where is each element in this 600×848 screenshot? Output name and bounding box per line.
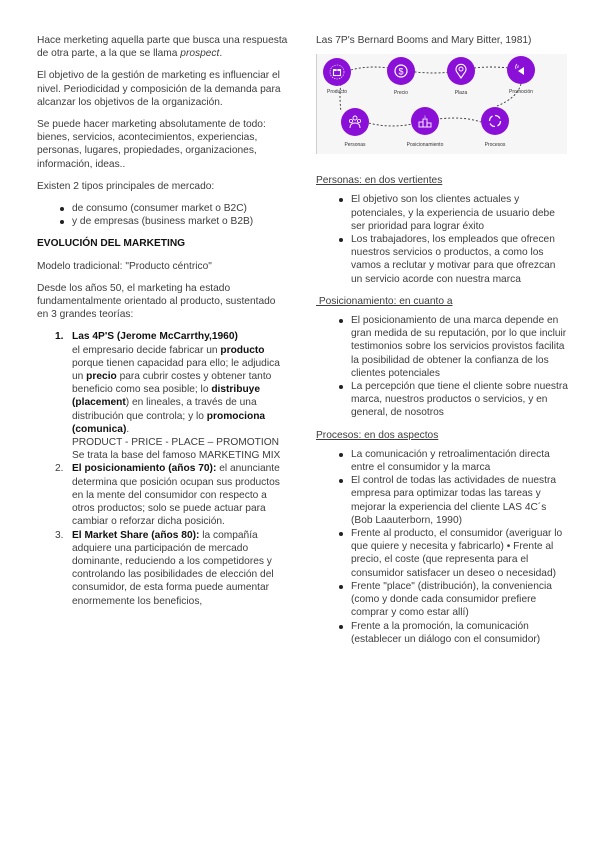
node-label: Producto bbox=[326, 89, 347, 96]
intro-paragraph-2: El objetivo de la gestión de marketing es influenciar el nivel. Periodicidad y composición de la demanda para alcanzar los objetivos de la organización. bbox=[37, 70, 281, 108]
cycle-arrows-icon bbox=[481, 107, 509, 135]
prospect-term: prospect bbox=[180, 48, 220, 60]
section-posicionamiento bbox=[316, 295, 568, 420]
theory-title: Las 4P'S (Jerome McCarrthy,1960) bbox=[72, 331, 238, 343]
list-item: Frente al producto, el consumidor (averiguar lo que quiere y necesita y fabricarlo) • Frente al precio, el coste (que representa para el consumidor satisfacer un deseo o necesidad) bbox=[316, 527, 568, 580]
left-column bbox=[37, 34, 289, 608]
market-types-intro: Existen 2 tipos principales de mercado: bbox=[37, 180, 215, 192]
list-item: de consumo (consumer market o B2C) bbox=[37, 202, 289, 215]
section-procesos bbox=[316, 429, 568, 646]
market-types-list bbox=[37, 202, 289, 228]
posicionamiento-list bbox=[316, 314, 568, 420]
section-title: Procesos: en dos aspectos bbox=[316, 429, 439, 441]
list-item: El objetivo son los clientes actuales y potenciales, y la experiencia de usuario debe ser prioridad para lograr éxito bbox=[316, 193, 568, 233]
model-text: Modelo tradicional: "Producto céntrico" bbox=[37, 260, 212, 272]
intro-paragraph-3: Se puede hacer marketing absolutamente de todo: bienes, servicios, acontecimientos, experiencias, personas, lugares, propiedades, organizaciones, información, ideas.. bbox=[37, 119, 266, 170]
item-number: 1. bbox=[55, 331, 64, 343]
gift-icon bbox=[323, 58, 351, 86]
theory-title: El posicionamiento (años 70): bbox=[72, 463, 217, 475]
section-heading: EVOLUCIÓN DEL MARKETING bbox=[37, 238, 186, 250]
theory-item: 3. El Market Share (años 80): la compañía adquiere una participación de mercado dominante, reduciendo a los competidores y controlando las posibilidades de elección del consumidor, de esta forma puede aumentar enormemente los beneficios, bbox=[55, 529, 274, 607]
theory-item: 2. El posicionamiento (años 70): el anunciante determina que posición ocupan sus productos en la mente del consumidor con respecto a otros productos; solo se puede actuar para cambiar o reforzar dicha posición. bbox=[55, 463, 280, 528]
svg-text:1: 1 bbox=[423, 114, 427, 120]
right-column bbox=[316, 34, 568, 655]
list-item: Los trabajadores, los empleados que ofrecen nuestros servicios o productos, a como los vamos a reclutar y motivar para que ofrezcan un servicio acorde con nuestra marca bbox=[316, 233, 568, 286]
item-number: 3. bbox=[55, 529, 64, 541]
list-item: La comunicación y retroalimentación directa entre el consumidor y la marca bbox=[316, 448, 568, 474]
intro-paragraph-1: Hace merketing aquella parte que busca una respuesta de otra parte, a la que se llama prospect. bbox=[37, 35, 288, 60]
seven-ps-diagram bbox=[316, 54, 567, 154]
item-number: 2. bbox=[55, 463, 64, 475]
section-title: Posicionamiento: en cuanto a bbox=[316, 295, 453, 307]
procesos-list bbox=[316, 448, 568, 646]
section-title: Personas: en dos vertientes bbox=[316, 175, 443, 187]
list-item: El posicionamiento de una marca depende en gran medida de su reputación, por lo que incluir testimonios sobre los servicios provistos facilita la posibilidad de obtener la confianza de los clientes potenciales bbox=[316, 314, 568, 380]
section-personas bbox=[316, 174, 568, 286]
node-label: Posicionamiento bbox=[406, 142, 444, 149]
list-item: Frente a la promoción, la comunicación (establecer un diálogo con el consumidor) bbox=[316, 620, 568, 646]
theories-list bbox=[37, 330, 289, 607]
megaphone-icon bbox=[507, 56, 535, 84]
node-label: Precio bbox=[393, 90, 409, 97]
list-item: El control de todas las actividades de nuestra empresa para optimizar todas las tareas y mejorar la experiencia del cliente LAS 4C´s (Bob Laauterborn, 1990) bbox=[316, 474, 568, 527]
podium-icon bbox=[411, 107, 439, 135]
personas-list bbox=[316, 193, 568, 285]
list-item: y de empresas (business market o B2B) bbox=[37, 215, 289, 228]
theory-item: 1. Las 4P'S (Jerome McCarrthy,1960) el empresario decide fabricar un producto porque tienen capacidad para ello; le adjudica un precio para cubrir costes y obtener tanto beneficio como sea posible; lo distribuye (placement) en lineales, a través de una distribución que controla; y lo promociona (comunica). PRODUCT - PRICE - PLACE – PROMOTION Se trata la base del famoso MARKETING MIX bbox=[55, 331, 281, 462]
list-item: La percepción que tiene el cliente sobre nuestra marca, nuestros productos o servicios, y en general, de nosotros bbox=[316, 380, 568, 420]
node-label: Procesos bbox=[484, 142, 506, 149]
theories-intro: Desde los años 50, el marketing ha estado fundamentalmente orientado al producto, sustentado en 3 grandes teorías: bbox=[37, 282, 276, 321]
theory-title: El Market Share (años 80): bbox=[72, 529, 200, 541]
marketing-mix-line: Se trata la base del famoso MARKETING MIX bbox=[72, 450, 281, 462]
four-ps-line: PRODUCT - PRICE - PLACE – PROMOTION bbox=[72, 437, 279, 449]
dollar-icon bbox=[387, 57, 415, 85]
node-label: Plaza bbox=[454, 90, 468, 97]
location-pin-icon bbox=[447, 57, 475, 85]
node-label: Personas bbox=[344, 142, 366, 149]
node-label: Promoción bbox=[509, 89, 533, 96]
svg-text:$: $ bbox=[398, 66, 404, 77]
list-item: Frente "place" (distribución), la conveniencia (como y donde cada consumidor prefiere comprar y como estar allí) bbox=[316, 580, 568, 620]
people-icon bbox=[341, 108, 369, 136]
seven-ps-title: Las 7P's Bernard Booms and Mary Bitter, 1981) bbox=[316, 35, 532, 46]
